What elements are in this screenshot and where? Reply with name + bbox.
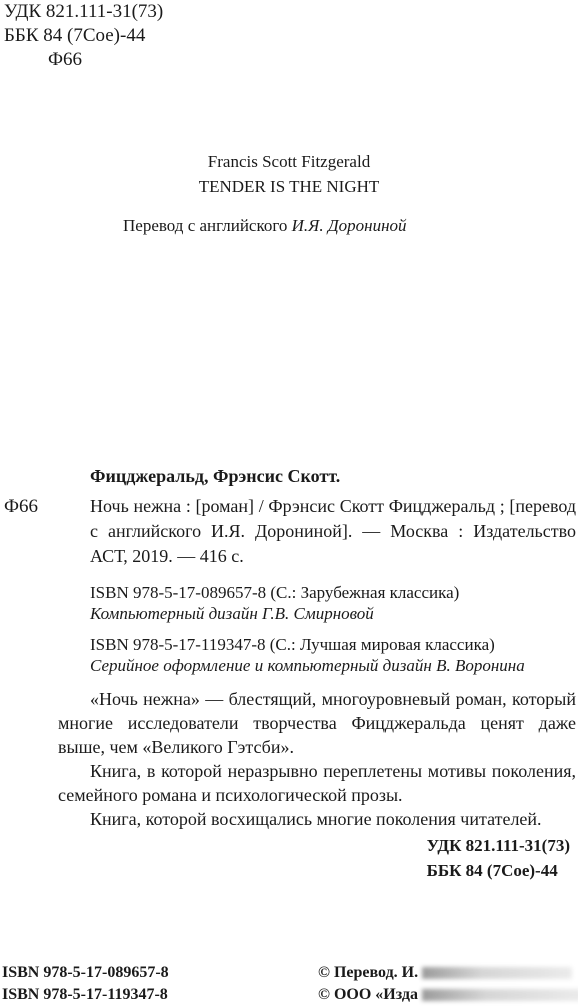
design-credit: Компьютерный дизайн Г.В. Смирновой <box>90 604 374 623</box>
bbk-code: ББК 84 (7Сое)-44 <box>426 861 558 880</box>
bottom-classification-codes <box>427 833 570 883</box>
isbn-number: ISBN 978-5-17-089657-8 <box>2 964 169 981</box>
design-credit: Серийное оформление и компьютерный дизайн В. Воронина <box>90 656 525 675</box>
isbn-line: ISBN 978-5-17-119347-8 (С.: Лучшая мировая классика) <box>90 635 495 654</box>
annotation <box>58 687 576 831</box>
copyright-line: © Перевод. И. <box>318 964 419 981</box>
original-title: TENDER IS THE NIGHT <box>198 177 380 196</box>
translator-prefix: Перевод с английского <box>123 216 292 235</box>
bottom-isbn-list <box>2 962 169 1006</box>
isbn-block-1 <box>90 582 576 624</box>
isbn-block-2 <box>90 634 576 676</box>
original-author: Francis Scott Fitzgerald <box>207 152 371 171</box>
isbn-line: ISBN 978-5-17-089657-8 (С.: Зарубежная классика) <box>90 583 460 602</box>
catalog-entry-description: Ночь нежна : [роман] / Фрэнсис Скотт Фицджеральд ; [перевод с английского И.Я. Дорониной]. — Москва : Издательство АСТ, 2019. — 416 с. <box>90 496 576 566</box>
annotation-paragraph: Книга, в которой неразрывно переплетены мотивы поколения, семейного романа и психологической прозы. <box>58 761 576 805</box>
catalog-entry-code: Ф66 <box>4 496 39 517</box>
top-classification-codes <box>4 0 163 72</box>
translator-name: И.Я. Дорониной <box>291 216 407 235</box>
copyright-list <box>318 962 578 1006</box>
annotation-paragraph: Книга, которой восхищались многие поколения читателей. <box>90 809 542 829</box>
bbk-code: ББК 84 (7Сое)-44 <box>4 25 146 46</box>
copyright-line: © ООО «Изда <box>318 986 418 1003</box>
blurred-text <box>422 967 572 979</box>
udk-code: УДК 821.111-31(73) <box>4 1 164 22</box>
udk-code: УДК 821.111-31(73) <box>426 836 570 855</box>
catalog-entry-author: Фицджеральд, Фрэнсис Скотт. <box>90 466 341 486</box>
blurred-text <box>422 989 578 1001</box>
annotation-paragraph: «Ночь нежна» — блестящий, многоуровневый роман, который многие исследователи творчества Фицджеральда ценят даже выше, чем «Великого Гэтсби». <box>58 689 576 757</box>
author-sign-code: Ф66 <box>48 49 83 70</box>
isbn-number: ISBN 978-5-17-119347-8 <box>2 986 168 1003</box>
translator-line <box>123 216 407 236</box>
